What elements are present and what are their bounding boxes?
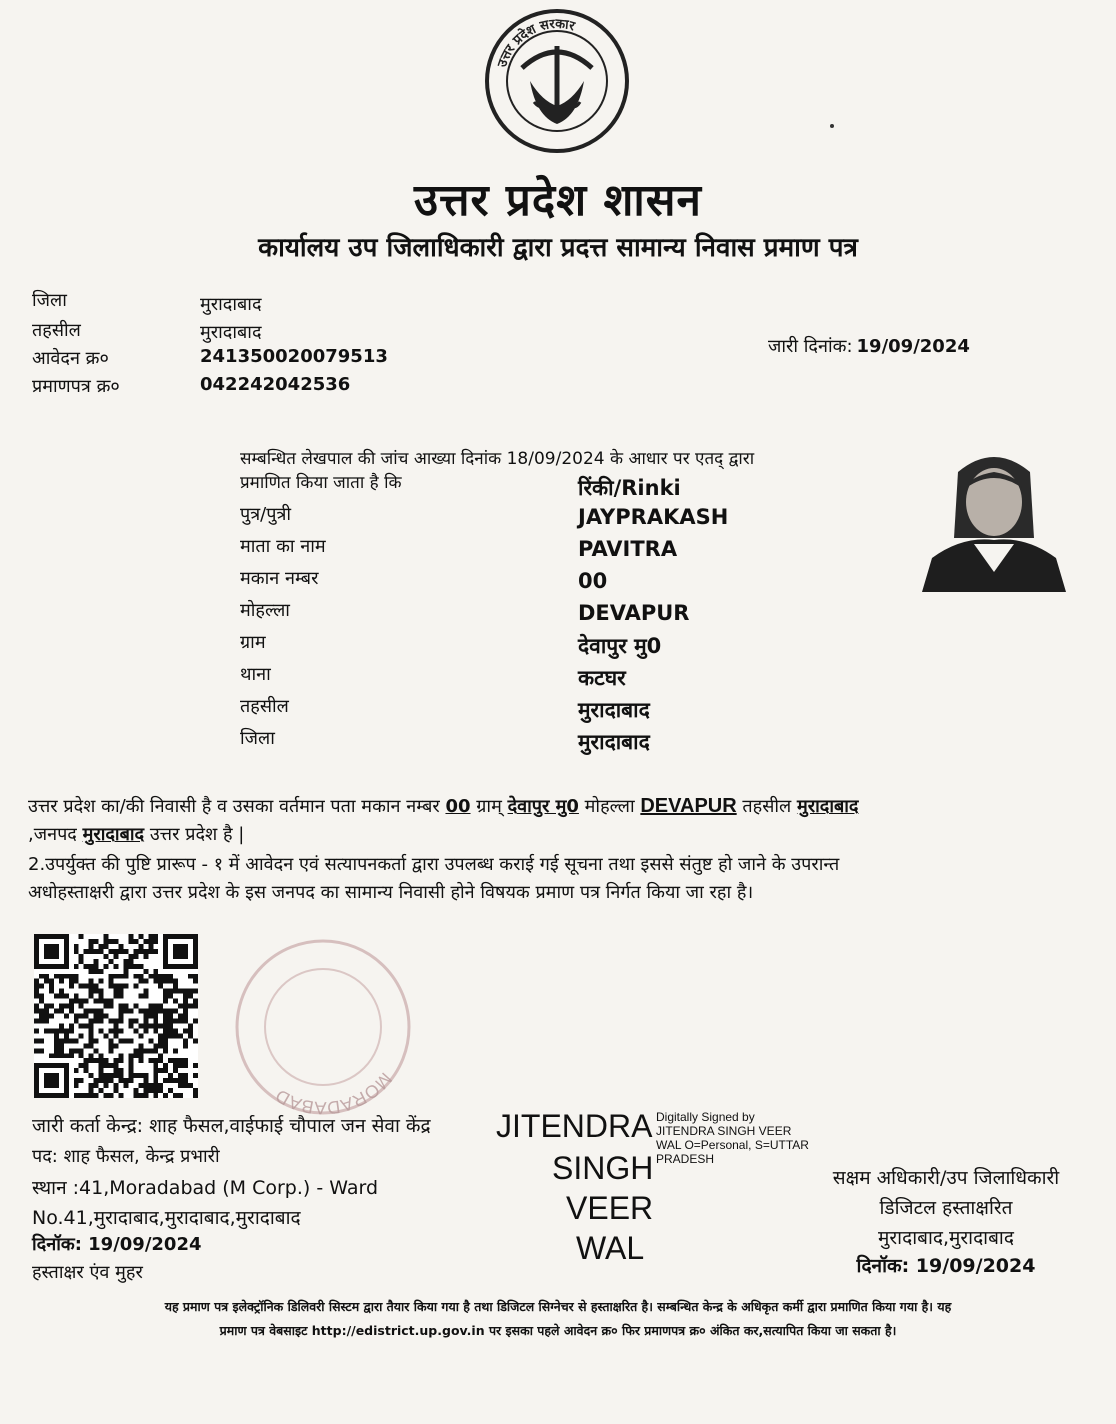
village-value: देवापुर मु0: [578, 634, 662, 658]
certificate-no-value: 042242042536: [200, 374, 351, 395]
certificate-no-label: प्रमाणपत्र क्र०: [32, 376, 120, 397]
parent-value: JAYPRAKASH: [578, 505, 729, 529]
mohalla-value: DEVAPUR: [578, 601, 690, 625]
mother-name-label: माता का नाम: [240, 536, 326, 557]
tehsil-label: तहसील: [32, 320, 81, 341]
police-station-label: थाना: [240, 664, 271, 685]
application-no-label: आवेदन क्र०: [32, 348, 109, 369]
para-tehsil: मुरादाबाद: [796, 796, 859, 817]
residence-paragraph-line-1: [28, 794, 858, 818]
issuer-post: पद: शाह फैसल, केन्द्र प्रभारी: [32, 1146, 220, 1167]
svg-text:उत्तर प्रदेश सरकार: [495, 17, 577, 70]
certificate-title: कार्यालय उप जिलाधिकारी द्वारा प्रदत्त सामान्य निवास प्रमाण पत्र: [258, 233, 858, 263]
digitally-signed-label: डिजिटल हस्ताक्षरित: [879, 1197, 1013, 1219]
signature-and-seal-label: हस्ताक्षर एंव मुहर: [32, 1262, 143, 1283]
para-text: ग्राम्: [470, 796, 508, 817]
authority-location: मुरादाबाद,मुरादाबाद: [878, 1227, 1014, 1249]
signer-name-line-1: JITENDRA: [496, 1108, 653, 1144]
field-district-label: जिला: [240, 728, 275, 749]
name-value: रिंकी/Rinki: [578, 476, 681, 500]
issuing-center: जारी कर्ता केन्द्र: शाह फैसल,वाईफाई चौपाल जन सेवा केंद्र: [32, 1115, 431, 1137]
footer-note-line-2: प्रमाण पत्र वेबसाइट http://edistrict.up.gov.in पर इसका पहले आवेदन क्र० फिर प्रमाणपत्र क्र० अंकित कर,सत्यापित किया जा सकता है।: [219, 1323, 897, 1338]
para-district: मुरादाबाद: [82, 824, 145, 845]
field-district-value: मुरादाबाद: [578, 730, 650, 754]
footer-note-line-1: यह प्रमाण पत्र इलेक्ट्रॉनिक डिलिवरी सिस्टम द्वारा तैयार किया गया है तथा डिजिटल सिग्नेचर से हस्ताक्षरित है। सम्बन्धित केन्द्र के अधिकृत कर्मी द्वारा प्रमाणित किया गया है। यह: [164, 1299, 952, 1314]
authority-title: सक्षम अधिकारी/उप जिलाधिकारी: [832, 1167, 1060, 1189]
issue-date: [768, 334, 970, 358]
signer-name-line-2: SINGH: [552, 1150, 654, 1186]
issuer-date: दिनॉक: 19/09/2024: [32, 1234, 202, 1255]
authority-date: दिनॉक: 19/09/2024: [856, 1255, 1036, 1277]
government-title: उत्तर प्रदेश शासन: [414, 175, 702, 226]
confirmation-paragraph-line-1: 2.उपर्युक्त की पुष्टि प्रारूप - १ में आवेदन एवं सत्यापनकर्ता द्वारा उपलब्ध कराई गई सूचना तथा इससे संतुष्ट हो जाने के उपरान्त: [28, 854, 840, 875]
issue-date-value: 19/09/2024: [856, 336, 970, 357]
emblem-text: उत्तर प्रदेश सरकार: [495, 16, 577, 70]
para-village: देवापुर मु0: [507, 796, 579, 817]
police-station-value: कटघर: [578, 666, 626, 690]
intro-line-2: प्रमाणित किया जाता है कि: [240, 473, 402, 493]
signer-name-line-4: WAL: [576, 1230, 645, 1266]
official-seal-stamp: [228, 932, 418, 1122]
district-value: मुरादाबाद: [200, 294, 262, 315]
mother-name-value: PAVITRA: [578, 537, 678, 561]
para-text: ,जनपद: [28, 824, 83, 845]
qr-code: [34, 934, 198, 1098]
residence-paragraph-line-2: [28, 822, 244, 846]
field-tehsil-value: मुरादाबाद: [578, 698, 650, 722]
house-no-label: मकान नम्बर: [240, 568, 319, 589]
up-government-emblem-icon: [482, 6, 632, 156]
application-no-value: 241350020079513: [200, 346, 388, 367]
signer-name-line-3: VEER: [566, 1190, 654, 1226]
speck-mark: [830, 124, 834, 128]
para-house: 00: [445, 796, 471, 817]
para-text: उत्तर प्रदेश का/की निवासी है व उसका वर्तमान पता मकान नम्बर: [28, 796, 446, 817]
issuer-place-line-1: स्थान :41,Moradabad (M Corp.) - Ward: [32, 1177, 379, 1199]
para-text: मोहल्ला: [578, 796, 641, 817]
confirmation-paragraph-line-2: अधोहस्ताक्षरी द्वारा उत्तर प्रदेश के इस जनपद का सामान्य निवासी होने विषयक प्रमाण पत्र निर्गत किया जा रहा है।: [28, 882, 754, 903]
para-text: उत्तर प्रदेश है |: [144, 824, 245, 845]
issuer-place-line-2: No.41,मुरादाबाद,मुरादाबाद,मुरादाबाद: [32, 1207, 301, 1229]
tehsil-value: मुरादाबाद: [200, 322, 262, 343]
mohalla-label: मोहल्ला: [240, 600, 290, 621]
stamp-text: MORADABAD: [272, 1068, 396, 1119]
intro-line-1: सम्बन्धित लेखपाल की जांच आख्या दिनांक 18/09/2024 के आधार पर एतद् द्वारा: [240, 449, 755, 469]
para-text: तहसील: [736, 796, 797, 817]
issue-date-label: जारी दिनांक:: [768, 336, 853, 357]
field-tehsil-label: तहसील: [240, 696, 289, 717]
district-label: जिला: [32, 290, 67, 311]
village-label: ग्राम: [240, 632, 266, 653]
parent-label: पुत्र/पुत्री: [240, 504, 292, 525]
applicant-photo: [922, 448, 1066, 592]
para-mohalla: DEVAPUR: [640, 795, 737, 817]
digital-signature-note: Digitally Signed by JITENDRA SINGH VEER WAL O=Personal, S=UTTAR PRADESH: [656, 1110, 809, 1166]
house-no-value: 00: [578, 569, 608, 593]
